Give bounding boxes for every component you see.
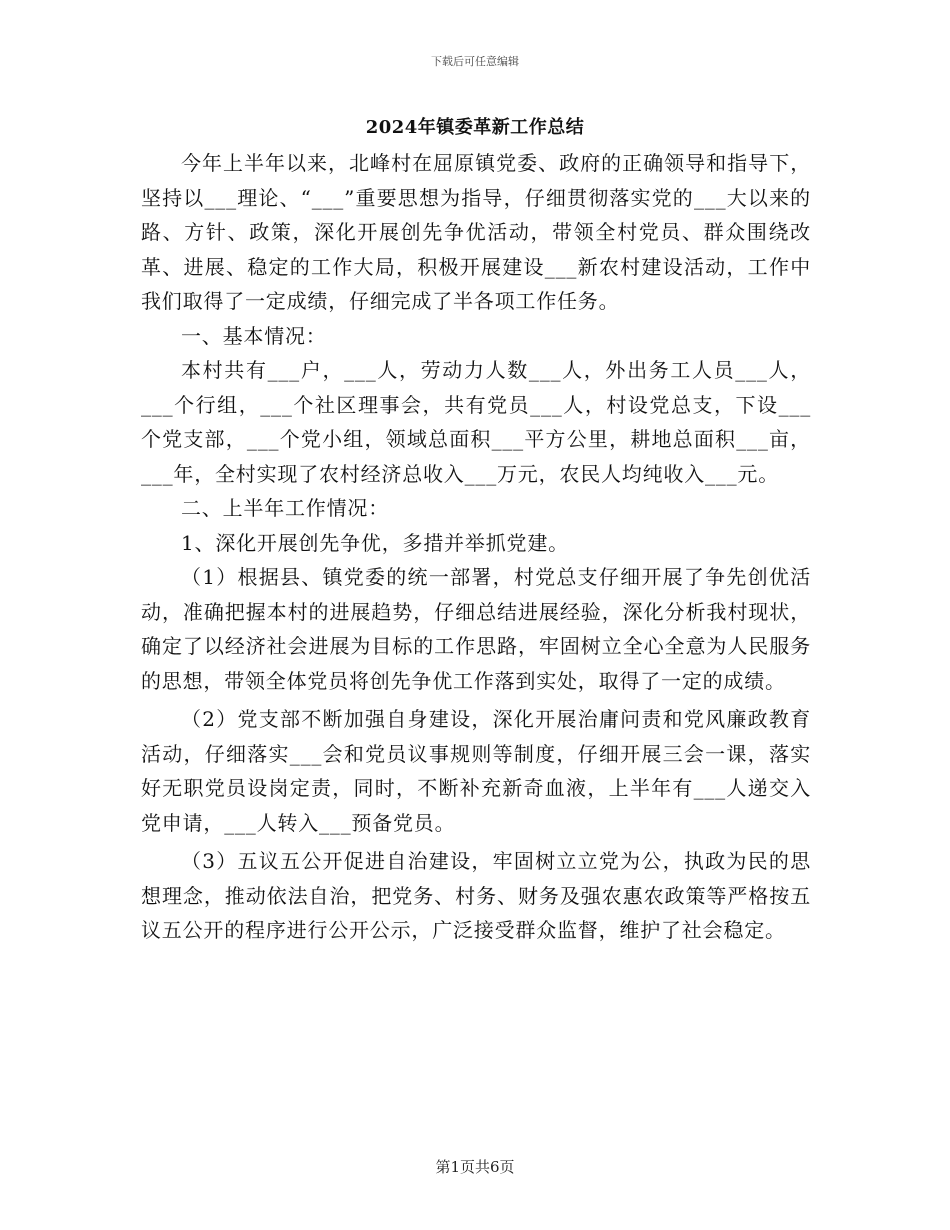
- page-header-note: 下载后可任意编辑: [431, 55, 519, 68]
- page-number: 第1页共6页: [435, 1158, 515, 1176]
- basic-situation-paragraph: 本村共有___户，___人，劳动力人数___人，外出务工人员___人，___个行组，___个社区理事会，共有党员___人，村设党总支，下设___个党支部，___个党小组，领域总面积___平方公里，耕地总面积___亩，___年，全村实现了农村经济总收入___万元，农民人均纯收入___元。: [141, 358, 811, 486]
- document-title: 2024年镇委革新工作总结: [365, 117, 585, 138]
- item-paragraph-2: （2）党支部不断加强自身建设，深化开展治庸问责和党风廉政教育活动，仔细落实___会和党员议事规则等制度，仔细开展三会一课，落实好无职党员设岗定责，同时，不断补充新奇血液，上半年有___人递交入党申请，___人转入___预备党员。: [141, 707, 811, 835]
- document-body: [141, 146, 811, 948]
- section-heading-basic-situation: 一、基本情况：: [181, 323, 327, 348]
- subsection-heading-party-building: 1、深化开展创先争优，多措并举抓党建。: [181, 530, 569, 555]
- intro-paragraph: 今年上半年以来，北峰村在屈原镇党委、政府的正确领导和指导下，坚持以___理论、“___”重要思想为指导，仔细贯彻落实党的___大以来的路、方针、政策，深化开展创先争优活动，带领全村党员、群众围绕改革、进展、稳定的工作大局，积极开展建设___新农村建设活动，工作中我们取得了一定成绩，仔细完成了半各项工作任务。: [141, 151, 811, 313]
- item-paragraph-3: （3）五议五公开促进自治建设，牢固树立立党为公，执政为民的思想理念，推动依法自治，把党务、村务、财务及强农惠农政策等严格按五议五公开的程序进行公开公示，广泛接受群众监督，维护了社会稳定。: [141, 849, 811, 942]
- item-paragraph-1: （1）根据县、镇党委的统一部署，村党总支仔细开展了争先创优活动，准确把握本村的进展趋势，仔细总结进展经验，深化分析我村现状，确定了以经济社会进展为目标的工作思路，牢固树立全心全意为人民服务的思想，带领全体党员将创先争优工作落到实处，取得了一定的成绩。: [141, 565, 811, 693]
- section-heading-half-year-work: 二、上半年工作情况：: [181, 496, 389, 520]
